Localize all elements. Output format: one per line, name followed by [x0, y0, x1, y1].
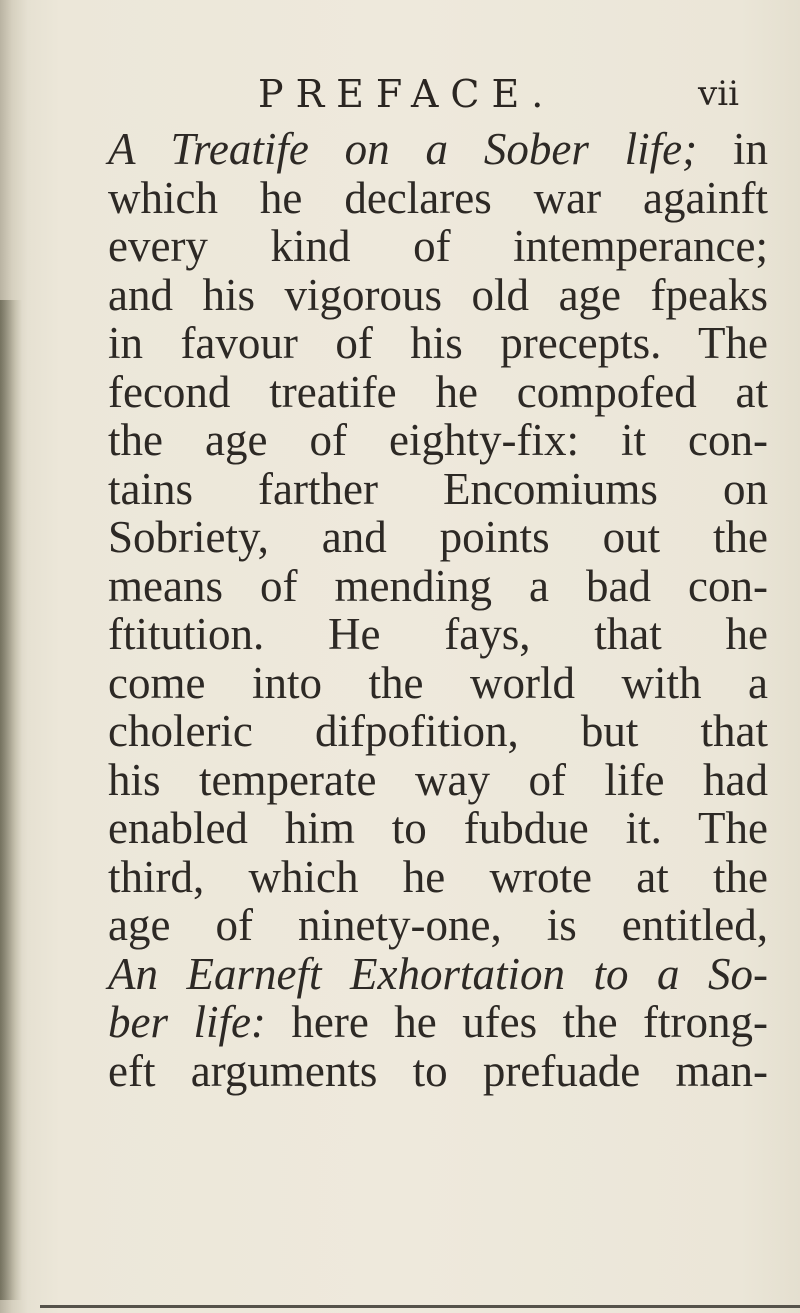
book-title-italic: ber life:: [108, 997, 266, 1047]
text-run: come into the world with a: [108, 657, 768, 708]
text-line: [108, 222, 768, 271]
text-run: age of ninety-one, is entitled,: [108, 900, 768, 950]
text-line: [108, 707, 768, 756]
book-title-italic: An Earneft Exhortation to a So-: [108, 948, 768, 999]
text-run: which he declares war againft: [108, 172, 768, 223]
text-run: choleric difpofition, but that: [108, 706, 768, 756]
text-line: [108, 513, 768, 562]
text-run: fecond treatife he compofed at: [108, 366, 768, 417]
text-line: [108, 271, 768, 320]
text-line: [108, 853, 768, 902]
text-run: here he ufes the ftrong-: [265, 997, 769, 1047]
page-binding-shadow: [0, 300, 22, 1300]
text-line: [108, 998, 768, 1047]
running-header-title: PREFACE.: [258, 72, 556, 116]
text-line: [108, 804, 768, 853]
text-line: [108, 1047, 768, 1096]
text-run: means of mending a bad con-: [108, 560, 768, 611]
text-run: his temperate way of life had: [108, 754, 768, 805]
text-line: [108, 950, 768, 999]
running-header: [258, 72, 778, 122]
text-run: Sobriety, and points out the: [108, 512, 768, 562]
text-run: in: [697, 124, 768, 174]
text-run: tains farther Encomiums on: [108, 463, 768, 514]
text-line: [108, 756, 768, 805]
text-line: [108, 901, 768, 950]
text-run: ftitution. He fays, that he: [108, 609, 768, 659]
text-run: eft arguments to prefuade man-: [108, 1045, 768, 1096]
text-line: [108, 319, 768, 368]
text-line: [108, 174, 768, 223]
text-run: third, which he wrote at the: [108, 851, 768, 902]
text-line: [108, 368, 768, 417]
text-run: in favour of his precepts. The: [108, 318, 768, 368]
text-run: every kind of intemperance;: [108, 221, 768, 271]
body-text: [108, 125, 768, 1095]
text-run: the age of eighty-fix: it con-: [108, 415, 768, 465]
text-line: [108, 465, 768, 514]
text-line: [108, 610, 768, 659]
page-number: vii: [698, 74, 739, 114]
page-bottom-edge: [40, 1305, 800, 1308]
text-line: [108, 125, 768, 174]
text-line: [108, 562, 768, 611]
text-run: enabled him to fubdue it. The: [108, 803, 768, 853]
text-line: [108, 416, 768, 465]
book-title-italic: A Treatife on a Sober life;: [108, 124, 698, 174]
text-line: [108, 659, 768, 708]
text-run: and his vigorous old age fpeaks: [108, 269, 768, 320]
